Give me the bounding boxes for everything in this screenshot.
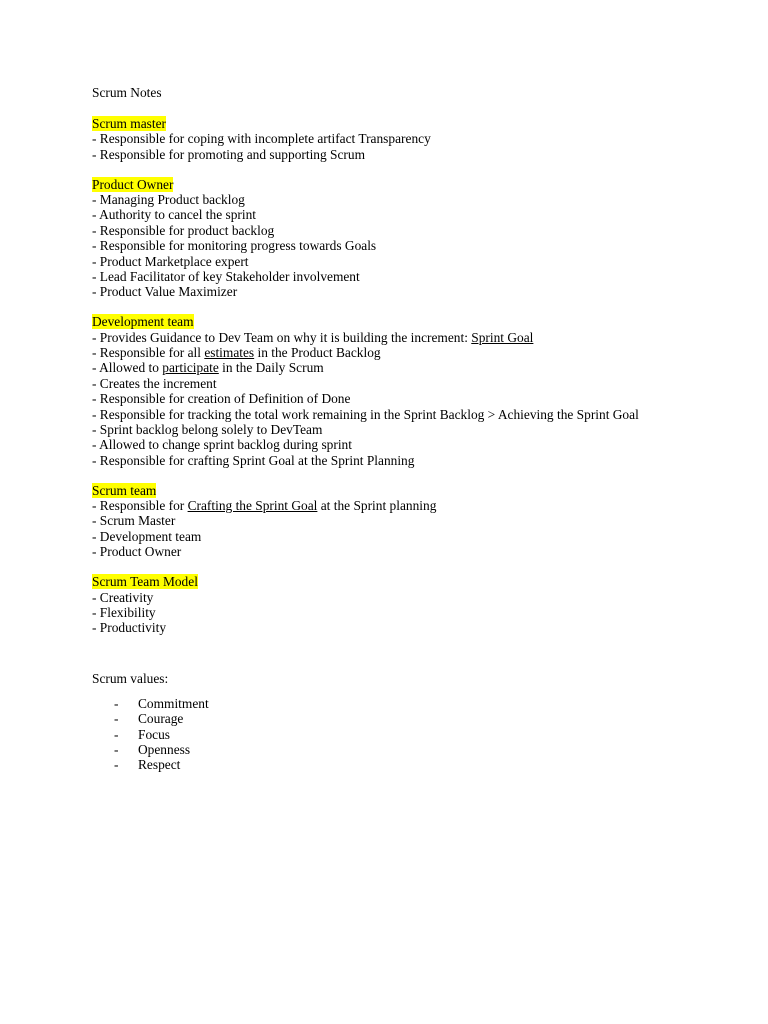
dash-bullet-icon: - [114,741,119,757]
list-item-text: - Allowed to [92,360,163,376]
heading-product-owner [92,177,732,192]
list-item: - Responsible for crafting Sprint Goal at the Sprint Planning [92,452,415,468]
highlighted-heading-text: Development team [92,314,194,330]
list-item: - Authority to cancel the sprint [92,207,256,223]
document-content [92,85,732,773]
section-scrum-team-model [92,574,732,636]
list-item: - Responsible for monitoring progress towards Goals [92,238,377,254]
list-item: - Responsible for product backlog [92,222,275,238]
list-item: - Flexibility [92,604,156,620]
list-item: - Product Value Maximizer [92,284,238,300]
value-text: Commitment [138,695,209,711]
dash-bullet-icon: - [114,726,119,742]
scrum-values-label: Scrum values: [92,670,169,686]
dash-bullet-icon: - [114,757,119,773]
list-item: - Sprint backlog belong solely to DevTeam [92,422,323,438]
list-item-text: in the Product Backlog [254,345,381,361]
list-item: - Creates the increment [92,375,217,391]
list-item: - Creativity [92,589,154,605]
heading-scrum-master [92,116,732,131]
values-list-item [92,696,732,711]
list-item [92,360,732,375]
section-development-team [92,314,732,468]
list-item: - Managing Product backlog [92,192,245,208]
underlined-term: participate [162,360,219,376]
list-item: - Product Owner [92,544,182,560]
list-item-text: at the Sprint planning [317,498,437,514]
list-item [92,330,732,345]
values-list-item [92,727,732,742]
list-item: - Allowed to change sprint backlog during sprint [92,437,352,453]
section-scrum-master [92,116,732,162]
list-item: - Development team [92,528,202,544]
dash-bullet-icon: - [114,695,119,711]
value-text: Openness [138,741,191,757]
underlined-term: Sprint Goal [471,329,534,345]
value-text: Focus [138,726,170,742]
highlighted-heading-text: Scrum master [92,116,167,131]
list-item-text: - Responsible for [92,498,188,514]
list-item-text: in the Daily Scrum [218,360,324,376]
list-item: - Responsible for promoting and supporting Scrum [92,146,365,162]
section-product-owner [92,177,732,300]
list-item [92,345,732,360]
highlighted-heading-text: Scrum Team Model [92,574,198,590]
underlined-term: Crafting the Sprint Goal [187,498,318,514]
scrum-values-list [92,696,732,773]
highlighted-heading-text: Product Owner [92,176,174,192]
heading-scrum-team [92,483,732,498]
list-item: - Lead Facilitator of key Stakeholder involvement [92,269,360,285]
highlighted-heading-text: Scrum team [92,482,157,498]
dash-bullet-icon: - [114,711,119,727]
list-item: - Responsible for coping with incomplete artifact Transparency [92,131,431,147]
values-list-item [92,711,732,726]
list-item-text: - Provides Guidance to Dev Team on why it is building the increment: [92,329,472,345]
list-item: - Product Marketplace expert [92,253,249,269]
values-list-item [92,757,732,772]
underlined-term: estimates [204,345,255,361]
section-scrum-team [92,483,732,560]
values-list-item [92,742,732,757]
heading-development-team [92,314,732,329]
value-text: Respect [138,757,181,773]
list-item [92,498,732,513]
document-title: Scrum Notes [92,85,162,100]
list-item-text: - Responsible for all [92,345,205,361]
list-item: - Responsible for creation of Definition of Done [92,391,351,407]
value-text: Courage [138,711,184,727]
heading-scrum-team-model [92,574,732,589]
list-item: - Scrum Master [92,513,176,529]
list-item: - Productivity [92,620,167,636]
list-item: - Responsible for tracking the total work remaining in the Sprint Backlog > Achieving the Sprint Goal [92,406,639,422]
